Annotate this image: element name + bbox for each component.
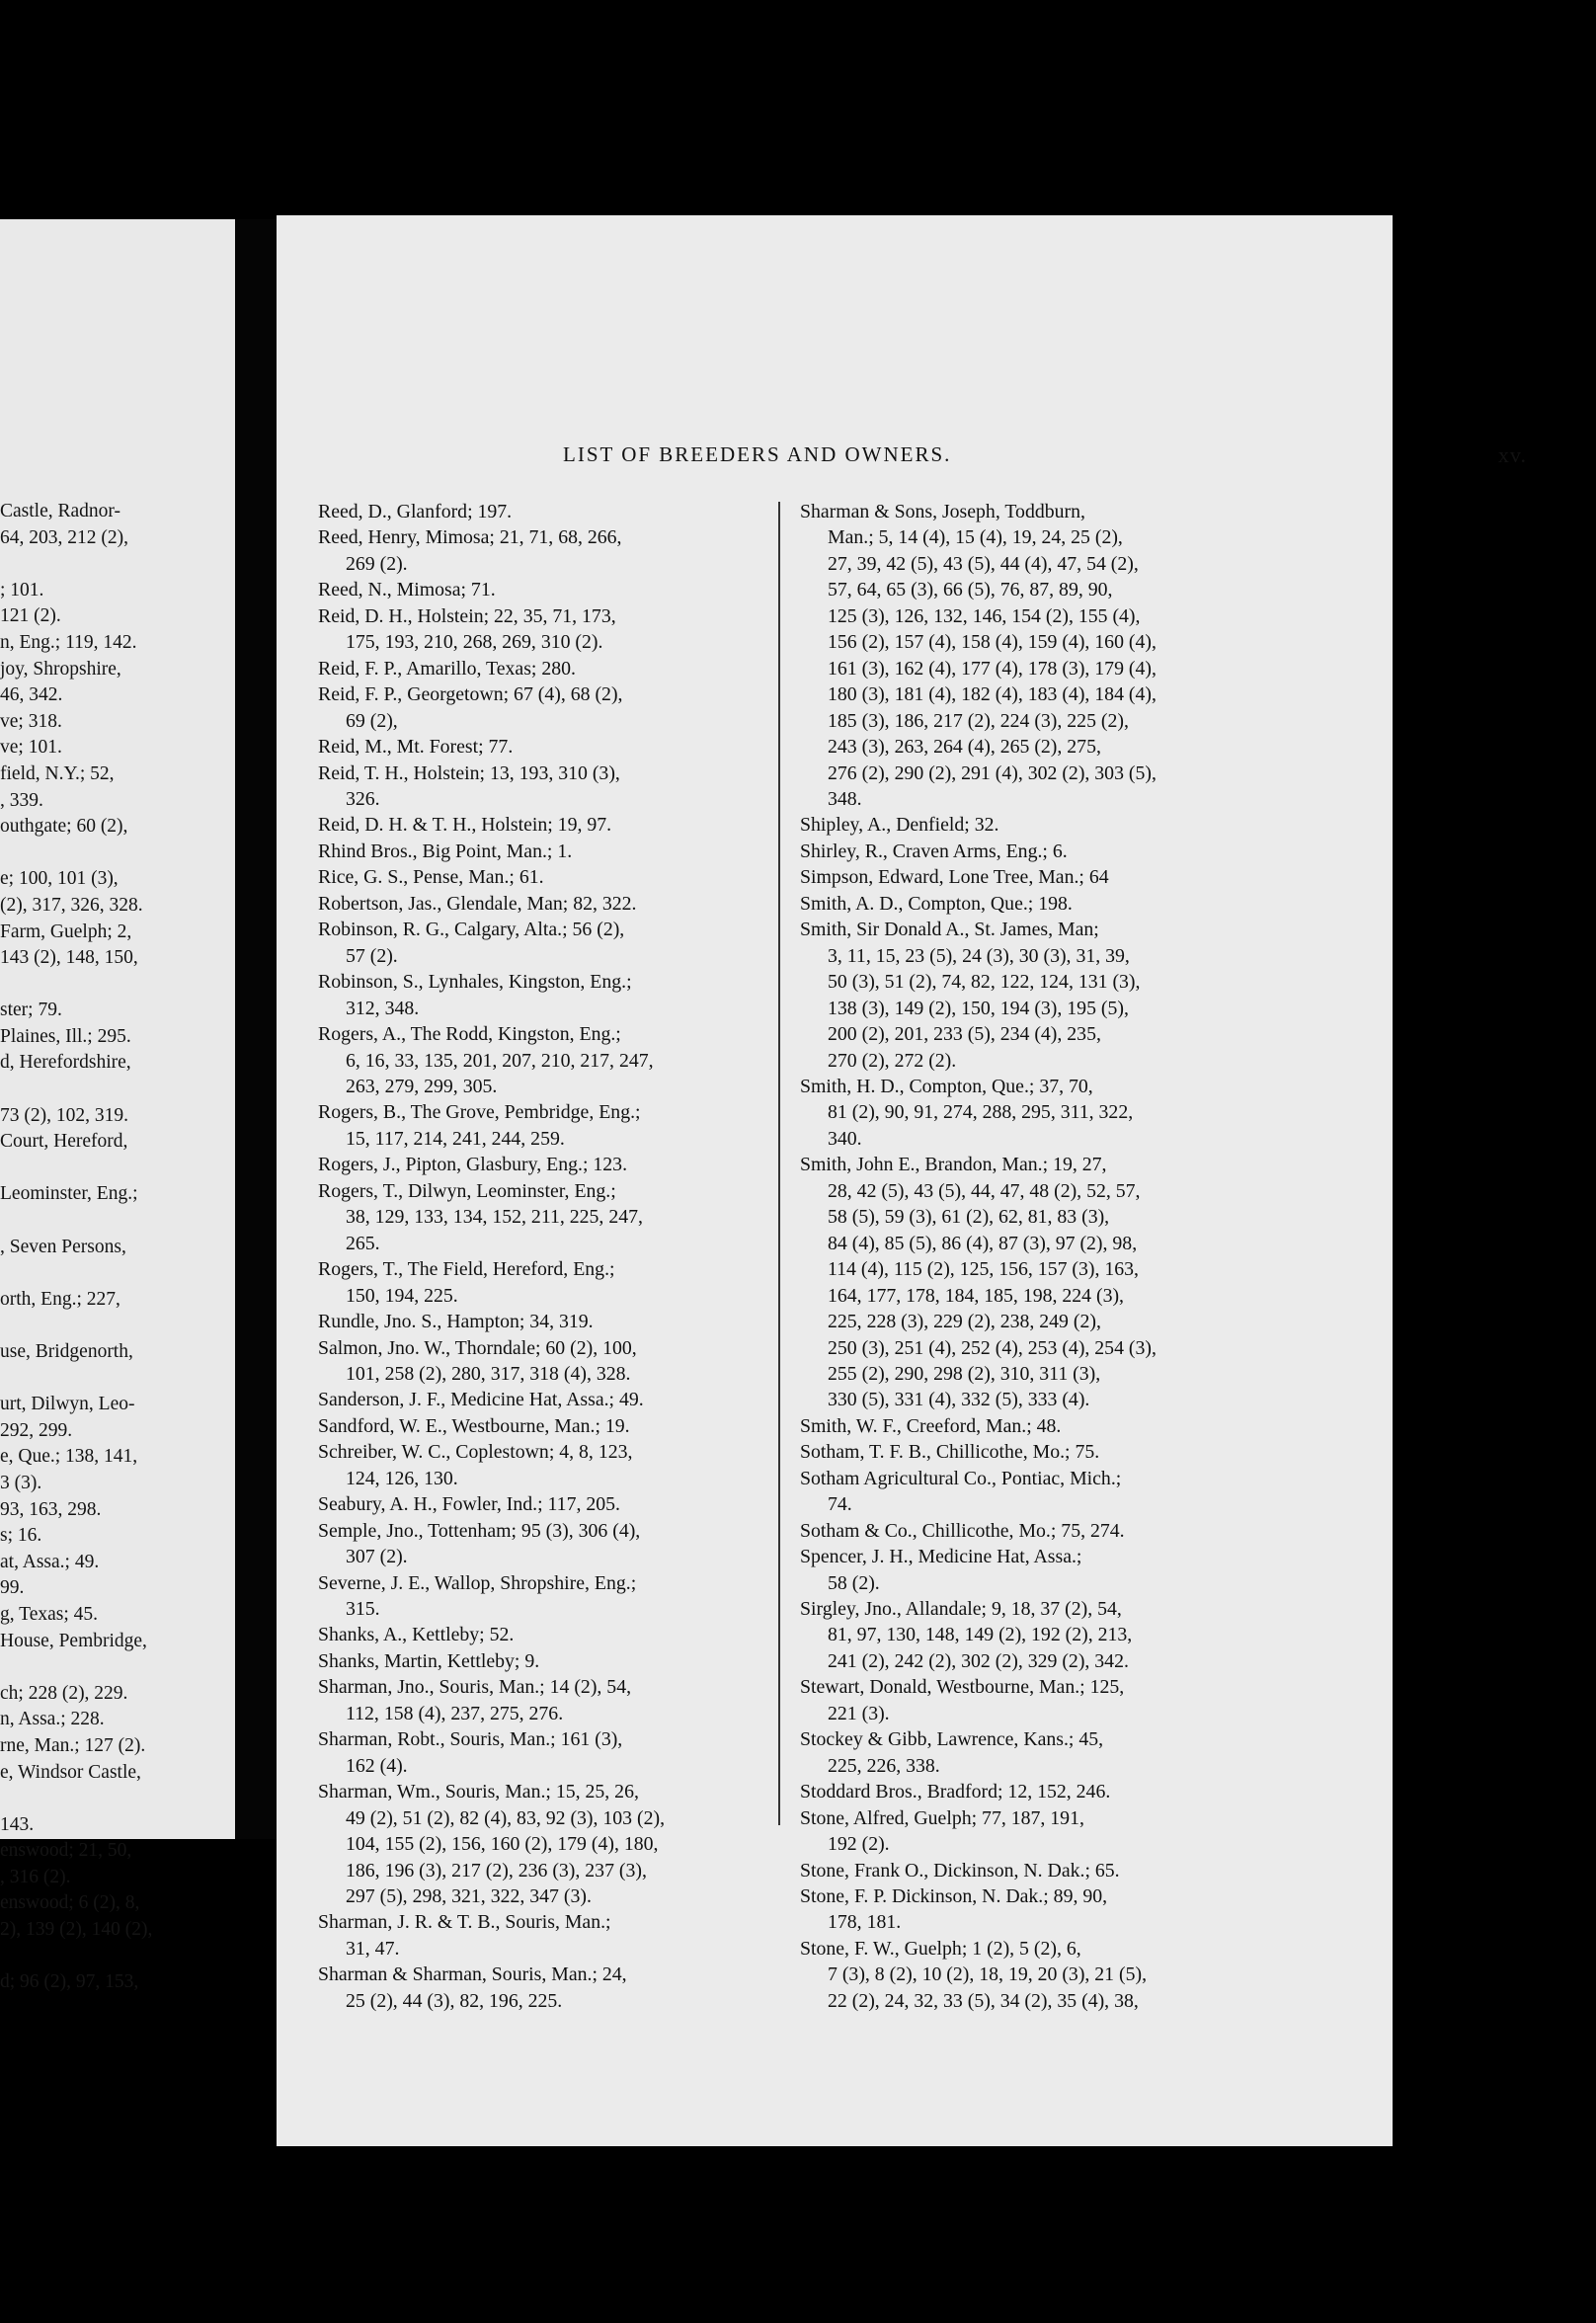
entry-name-line: Smith, John E., Brandon, Man.; 19, 27, [800,1154,1107,1176]
entry-name-line: Spencer, J. H., Medicine Hat, Assa.; [800,1546,1082,1568]
left-page-line: Court, Hereford, [0,1131,128,1153]
left-page-line: e; 100, 101 (3), [0,868,119,890]
left-page-line [0,1313,235,1339]
entry-name-line: Simpson, Edward, Lone Tree, Man.; 64 [800,866,1109,889]
entry-continuation-line: 225, 226, 338. [828,1754,940,1777]
index-entry [318,1909,790,1962]
entry-continuation-line: 180 (3), 181 (4), 182 (4), 183 (4), 184 (4), [828,683,1157,706]
entry-name-line: Rogers, B., The Grove, Pembridge, Eng.; [318,1101,641,1124]
entry-name-line: Sharman, Jno., Souris, Man.; 14 (2), 54, [318,1676,632,1699]
page-title: LIST OF BREEDERS AND OWNERS. [563,442,952,466]
entry-name-line: Reed, N., Mimosa; 71. [318,579,496,601]
entry-name-line: Rhind Bros., Big Point, Man.; 1. [318,840,573,862]
left-page-line: Leominster, Eng.; [0,1183,138,1205]
entry-name-line: Reed, Henry, Mimosa; 21, 71, 68, 266, [318,526,622,549]
entry-continuation-line: 340. [828,1127,862,1150]
entry-continuation-line: 112, 158 (4), 237, 275, 276. [346,1702,564,1724]
entry-name-line: Sandford, W. E., Westbourne, Man.; 19. [318,1414,630,1437]
index-entry [318,603,790,656]
entry-continuation-line: 297 (5), 298, 321, 322, 347 (3). [346,1885,592,1908]
left-page-line [0,1366,235,1393]
entry-continuation-line: 156 (2), 157 (4), 158 (4), 159 (4), 160 (4), [828,631,1157,654]
index-entry [800,1779,1294,1804]
index-entry [318,656,790,681]
entry-name-line: Reid, D. H. & T. H., Holstein; 19, 97. [318,814,612,837]
book-gutter [235,219,277,1839]
entry-continuation-line: 269 (2). [346,552,408,575]
index-entry [800,1596,1294,1674]
index-entry [800,1074,1294,1152]
index-entry [318,917,790,969]
index-entry [318,734,790,760]
index-entry [800,1413,1294,1439]
index-entry [318,891,790,917]
index-entry [800,839,1294,864]
index-entry [800,864,1294,890]
entry-name-line: Shipley, A., Denfield; 32. [800,814,999,837]
index-entry [318,577,790,602]
index-entry [800,1936,1294,2014]
entry-name-line: Sirgley, Jno., Allandale; 9, 18, 37 (2), 54, [800,1598,1122,1621]
left-page-line: g, Texas; 45. [0,1603,99,1625]
entry-continuation-line: 7 (3), 8 (2), 10 (2), 18, 19, 20 (3), 21 (5), [828,1963,1148,1986]
left-page-line: n, Assa.; 228. [0,1709,105,1730]
index-entry [318,1335,790,1388]
left-page-line: field, N.Y.; 52, [0,762,115,784]
index-entry [318,1779,790,1909]
left-page-line [0,1208,235,1235]
left-page-line: e, Windsor Castle, [0,1761,141,1783]
right-page [277,215,1527,2146]
entry-name-line: Rogers, T., Dilwyn, Leominster, Eng.; [318,1179,616,1202]
entry-continuation-line: 84 (4), 85 (5), 86 (4), 87 (3), 97 (2), 98, [828,1232,1138,1254]
left-page-line: ve; 101. [0,737,62,759]
entry-name-line: Sharman, Robt., Souris, Man.; 161 (3), [318,1728,623,1751]
entry-name-line: Shirley, R., Craven Arms, Eng.; 6. [800,840,1068,862]
entry-continuation-line: 104, 155 (2), 156, 160 (2), 179 (4), 180, [346,1833,659,1856]
entry-continuation-line: 192 (2). [828,1833,890,1856]
left-page-line [0,1786,235,1812]
entry-name-line: Semple, Jno., Tottenham; 95 (3), 306 (4), [318,1519,641,1542]
index-entry [318,1387,790,1412]
index-entry [318,1491,790,1517]
index-entry [318,681,790,734]
entry-name-line: Severne, J. E., Wallop, Shropshire, Eng.; [318,1571,637,1594]
left-page-line: 143 (2), 148, 150, [0,947,138,969]
entry-name-line: Rogers, A., The Rodd, Kingston, Eng.; [318,1023,621,1046]
left-page-line: urt, Dilwyn, Leo- [0,1394,135,1415]
left-page-line: 73 (2), 102, 319. [0,1104,128,1126]
left-page-line: , Seven Persons, [0,1236,126,1257]
left-page-line [0,1654,235,1681]
entry-continuation-line: 57, 64, 65 (3), 66 (5), 76, 87, 89, 90, [828,579,1113,601]
entry-continuation-line: 81 (2), 90, 91, 274, 288, 295, 311, 322, [828,1101,1134,1124]
entry-name-line: Sotham, T. F. B., Chillicothe, Mo.; 75. [800,1441,1100,1464]
index-entry [800,1152,1294,1413]
index-entry [318,1256,790,1309]
entry-name-line: Reid, D. H., Holstein; 22, 35, 71, 173, [318,604,616,627]
entry-continuation-line: 6, 16, 33, 135, 201, 207, 210, 217, 247, [346,1049,654,1072]
left-page-line [0,1156,235,1182]
left-page-line: 143. [0,1813,35,1835]
left-page-line: Plaines, Ill.; 295. [0,1025,131,1047]
left-page-line: House, Pembridge, [0,1630,147,1651]
index-entry [800,1883,1294,1936]
index-entry [318,1309,790,1334]
left-page-line: rne, Man.; 127 (2). [0,1734,146,1756]
entry-name-line: Stone, Alfred, Guelph; 77, 187, 191, [800,1806,1084,1829]
left-page-line [0,551,235,578]
left-page-line: , 339. [0,789,43,811]
left-page-line: outhgate; 60 (2), [0,816,128,838]
entry-continuation-line: 74. [828,1493,852,1516]
left-page-line: orth, Eng.; 227, [0,1288,120,1310]
entry-name-line: Rogers, T., The Field, Hereford, Eng.; [318,1258,615,1281]
left-page-line [0,1077,235,1103]
entry-name-line: Rundle, Jno. S., Hampton; 34, 319. [318,1311,594,1333]
entry-continuation-line: 38, 129, 133, 134, 152, 211, 225, 247, [346,1206,643,1229]
entry-name-line: Reed, D., Glanford; 197. [318,501,513,522]
left-page-line: Farm, Guelph; 2, [0,921,132,942]
index-entry [800,1466,1294,1518]
entry-continuation-line: 150, 194, 225. [346,1284,458,1307]
entry-continuation-line: 225, 228 (3), 229 (2), 238, 249 (2), [828,1311,1101,1333]
left-page-line: d; 96 (2), 97, 153, [0,1971,139,1993]
entry-continuation-line: Man.; 5, 14 (4), 15 (4), 19, 24, 25 (2), [828,526,1123,549]
index-entry [318,761,790,813]
entry-continuation-line: 164, 177, 178, 184, 185, 198, 224 (3), [828,1284,1125,1307]
index-entry [318,524,790,577]
entry-name-line: Reid, M., Mt. Forest; 77. [318,736,514,759]
index-entry [800,812,1294,838]
entry-name-line: Schreiber, W. C., Coplestown; 4, 8, 123, [318,1441,633,1464]
index-entry [800,1858,1294,1883]
entry-continuation-line: 25 (2), 44 (3), 82, 196, 225. [346,1989,563,2012]
entry-name-line: Sotham Agricultural Co., Pontiac, Mich.; [800,1467,1122,1489]
index-entry [318,1152,790,1177]
index-entry [318,1726,790,1779]
entry-name-line: Shanks, Martin, Kettleby; 9. [318,1649,540,1672]
entry-continuation-line: 114 (4), 115 (2), 125, 156, 157 (3), 163, [828,1258,1139,1281]
index-entry [800,1674,1294,1726]
entry-continuation-line: 185 (3), 186, 217 (2), 224 (3), 225 (2), [828,709,1129,732]
left-page-line: n, Eng.; 119, 142. [0,631,137,653]
entry-name-line: Sharman & Sons, Joseph, Toddburn, [800,501,1085,522]
entry-continuation-line: 124, 126, 130. [346,1467,458,1489]
left-page-line [0,1260,235,1287]
left-page-line: joy, Shropshire, [0,658,121,680]
left-page-line: use, Bridgenorth, [0,1341,133,1362]
entry-name-line: Sotham & Co., Chillicothe, Mo.; 75, 274. [800,1519,1125,1542]
entry-name-line: Stone, Frank O., Dickinson, N. Dak.; 65. [800,1859,1120,1882]
index-entry [318,839,790,864]
entry-continuation-line: 31, 47. [346,1937,400,1960]
left-page-line: 93, 163, 298. [0,1498,102,1520]
entry-continuation-line: 186, 196 (3), 217 (2), 236 (3), 237 (3), [346,1859,647,1882]
entry-continuation-line: 138 (3), 149 (2), 150, 194 (3), 195 (5), [828,997,1129,1019]
entry-name-line: Stone, F. W., Guelph; 1 (2), 5 (2), 6, [800,1937,1081,1960]
left-page-line: 292, 299. [0,1419,73,1441]
entry-continuation-line: 175, 193, 210, 268, 269, 310 (2). [346,631,603,654]
entry-continuation-line: 330 (5), 331 (4), 332 (5), 333 (4). [828,1389,1090,1411]
entry-continuation-line: 250 (3), 251 (4), 252 (4), 253 (4), 254 (3), [828,1336,1157,1359]
entry-name-line: Shanks, A., Kettleby; 52. [318,1624,515,1646]
index-entry [318,1413,790,1439]
entry-continuation-line: 348. [828,787,862,810]
entry-name-line: Sharman & Sharman, Souris, Man.; 24, [318,1963,627,1986]
index-entry [318,1439,790,1491]
left-page-line: d, Herefordshire, [0,1052,131,1074]
entry-continuation-line: 307 (2). [346,1546,408,1568]
entry-name-line: Sharman, Wm., Souris, Man.; 15, 25, 26, [318,1781,639,1803]
index-entry [318,1962,790,2014]
entry-continuation-line: 22 (2), 24, 32, 33 (5), 34 (2), 35 (4), 38, [828,1989,1139,2012]
entry-name-line: Smith, Sir Donald A., St. James, Man; [800,919,1099,941]
entry-continuation-line: 49 (2), 51 (2), 82 (4), 83, 92 (3), 103 (2), [346,1806,666,1829]
left-page-line: 121 (2). [0,605,61,627]
entry-continuation-line: 243 (3), 263, 264 (4), 265 (2), 275, [828,736,1101,759]
entry-name-line: Stockey & Gibb, Lawrence, Kans.; 45, [800,1728,1104,1751]
entry-continuation-line: 241 (2), 242 (2), 302 (2), 329 (2), 342. [828,1649,1129,1672]
entry-continuation-line: 270 (2), 272 (2). [828,1049,957,1072]
entry-continuation-line: 221 (3). [828,1702,890,1724]
entry-name-line: Smith, W. F., Creeford, Man.; 48. [800,1414,1062,1437]
entry-name-line: Rogers, J., Pipton, Glasbury, Eng.; 123. [318,1154,628,1176]
left-page-line: enswood; 21, 50, [0,1840,132,1862]
entry-name-line: Stoddard Bros., Bradford; 12, 152, 246. [800,1781,1111,1803]
left-page-fragment [0,219,235,1993]
entry-name-line: Robinson, R. G., Calgary, Alta.; 56 (2), [318,919,625,941]
entry-name-line: Reid, F. P., Georgetown; 67 (4), 68 (2), [318,683,623,706]
index-entry [318,1570,790,1623]
index-entry [318,1099,790,1152]
column-left [318,499,790,2014]
index-entry [318,1021,790,1099]
left-page-line: Castle, Radnor- [0,501,120,521]
left-page-line: ; 101. [0,579,44,601]
entry-name-line: Sanderson, J. F., Medicine Hat, Assa.; 49. [318,1389,644,1411]
entry-name-line: Stone, F. P. Dickinson, N. Dak.; 89, 90, [800,1885,1108,1908]
left-page-line: ch; 228 (2), 229. [0,1682,128,1704]
left-page-line: 64, 203, 212 (2), [0,526,128,548]
left-page-line: 46, 342. [0,684,63,706]
entry-continuation-line: 276 (2), 290 (2), 291 (4), 302 (2), 303 (5), [828,761,1157,784]
left-page-line: e, Que.; 138, 141, [0,1446,138,1468]
entry-continuation-line: 50 (3), 51 (2), 74, 82, 122, 124, 131 (3), [828,971,1141,994]
entry-name-line: Robertson, Jas., Glendale, Man; 82, 322. [318,892,637,915]
index-entry [800,499,1294,812]
entry-name-line: Smith, A. D., Compton, Que.; 198. [800,892,1073,915]
entry-continuation-line: 69 (2), [346,709,398,732]
entry-continuation-line: 162 (4). [346,1754,408,1777]
index-entry [800,1439,1294,1465]
entry-continuation-line: 178, 181. [828,1911,902,1934]
index-entry [318,1178,790,1256]
entry-continuation-line: 3, 11, 15, 23 (5), 24 (3), 30 (3), 31, 39, [828,944,1130,967]
entry-continuation-line: 255 (2), 290, 298 (2), 310, 311 (3), [828,1362,1101,1385]
column-right [800,499,1294,2014]
entry-name-line: Smith, H. D., Compton, Que.; 37, 70, [800,1075,1093,1097]
running-header [563,442,1527,478]
index-entry [800,1805,1294,1858]
entry-name-line: Reid, F. P., Amarillo, Texas; 280. [318,657,576,680]
index-entry [800,917,1294,1074]
entry-name-line: Salmon, Jno. W., Thorndale; 60 (2), 100, [318,1336,637,1359]
entry-continuation-line: 326. [346,787,380,810]
index-entry [800,1726,1294,1779]
entry-continuation-line: 263, 279, 299, 305. [346,1075,498,1097]
entry-continuation-line: 125 (3), 126, 132, 146, 154 (2), 155 (4), [828,604,1141,627]
index-entry [800,1518,1294,1544]
index-entry [318,969,790,1021]
entry-name-line: Robinson, S., Lynhales, Kingston, Eng.; [318,971,632,994]
index-entry [800,1544,1294,1596]
left-page-line [0,841,235,867]
index-entry [318,864,790,890]
entry-continuation-line: 27, 39, 42 (5), 43 (5), 44 (4), 47, 54 (2), [828,552,1139,575]
index-entry [318,1622,790,1647]
left-page-line: , 316 (2). [0,1866,71,1887]
left-page-line: at, Assa.; 49. [0,1551,100,1572]
entry-name-line: Seabury, A. H., Fowler, Ind.; 117, 205. [318,1493,620,1516]
left-page-line: 3 (3). [0,1472,42,1493]
entry-continuation-line: 58 (2). [828,1571,880,1594]
entry-name-line: Rice, G. S., Pense, Man.; 61. [318,866,544,889]
left-page-line: s; 16. [0,1525,42,1547]
entry-continuation-line: 58 (5), 59 (3), 61 (2), 62, 81, 83 (3), [828,1206,1110,1229]
entry-continuation-line: 200 (2), 201, 233 (5), 234 (4), 235, [828,1023,1101,1046]
entry-continuation-line: 315. [346,1598,380,1621]
left-page-line [0,1944,235,1970]
index-entry [318,499,790,524]
entry-continuation-line: 81, 97, 130, 148, 149 (2), 192 (2), 213, [828,1624,1133,1646]
entry-continuation-line: 15, 117, 214, 241, 244, 259. [346,1127,565,1150]
left-page-line: (2), 317, 326, 328. [0,894,143,916]
entry-continuation-line: 161 (3), 162 (4), 177 (4), 178 (3), 179 (4), [828,657,1157,680]
left-page-line: ve; 318. [0,710,62,732]
entry-continuation-line: 101, 258 (2), 280, 317, 318 (4), 328. [346,1362,631,1385]
entry-continuation-line: 28, 42 (5), 43 (5), 44, 47, 48 (2), 52, 57, [828,1179,1141,1202]
entry-name-line: Reid, T. H., Holstein; 13, 193, 310 (3), [318,761,620,784]
index-entry [318,1518,790,1570]
index-entry [318,1674,790,1726]
page-number: xv. [1497,442,1527,467]
entry-continuation-line: 312, 348. [346,997,420,1019]
entry-continuation-line: 265. [346,1232,380,1254]
entry-name-line: Stewart, Donald, Westbourne, Man.; 125, [800,1676,1125,1699]
left-page-line: 99. [0,1577,25,1599]
left-page-line: ster; 79. [0,1000,62,1021]
entry-continuation-line: 57 (2). [346,944,398,967]
left-page-line: 2), 139 (2), 140 (2), [0,1919,153,1941]
entry-name-line: Sharman, J. R. & T. B., Souris, Man.; [318,1911,611,1934]
index-entry [318,812,790,838]
index-entry [800,891,1294,917]
left-page-text [0,499,235,1996]
left-page-line [0,972,235,999]
left-page-line: enswood; 6 (2), 8, [0,1892,140,1914]
index-entry [318,1648,790,1674]
